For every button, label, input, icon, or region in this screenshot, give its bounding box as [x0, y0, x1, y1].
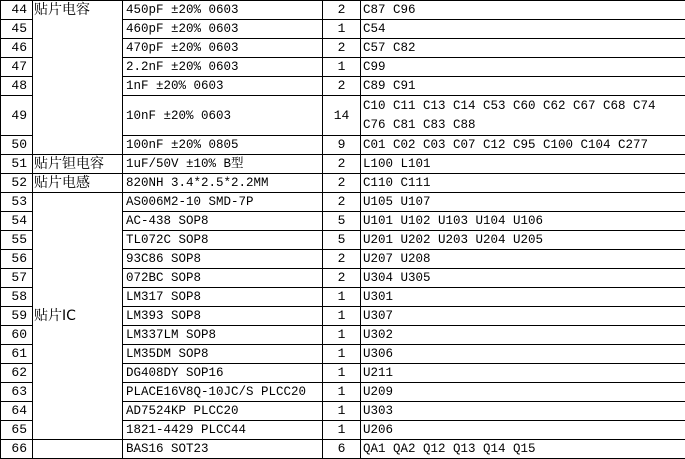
designator-cell: U211: [361, 364, 685, 383]
qty-cell: 2: [323, 39, 361, 58]
spec-cell: 93C86 SOP8: [123, 250, 323, 269]
qty-cell: 5: [323, 231, 361, 250]
row-number: 47: [1, 58, 33, 77]
qty-cell: 5: [323, 212, 361, 231]
qty-cell: 9: [323, 136, 361, 155]
row-number: 45: [1, 20, 33, 39]
qty-cell: 2: [323, 155, 361, 174]
table-row: [1, 155, 685, 174]
spec-cell: 2.2nF ±20% 0603: [123, 58, 323, 77]
row-number: 49: [1, 96, 33, 136]
qty-cell: 2: [323, 250, 361, 269]
category-cell: 贴片电容: [33, 1, 123, 155]
table-row: [1, 440, 685, 459]
row-number: 55: [1, 231, 33, 250]
qty-cell: 14: [323, 96, 361, 136]
designator-cell: U304 U305: [361, 269, 685, 288]
qty-cell: 1: [323, 402, 361, 421]
table-row: [1, 174, 685, 193]
category-cell: 贴片电感: [33, 174, 123, 193]
row-number: 60: [1, 326, 33, 345]
row-number: 51: [1, 155, 33, 174]
spec-cell: 820NH 3.4*2.5*2.2MM: [123, 174, 323, 193]
spec-cell: 460pF ±20% 0603: [123, 20, 323, 39]
spec-cell: AS006M2-10 SMD-7P: [123, 193, 323, 212]
qty-cell: 6: [323, 440, 361, 459]
spec-cell: 1uF/50V ±10% B型: [123, 155, 323, 174]
designator-cell: U101 U102 U103 U104 U106: [361, 212, 685, 231]
designator-cell: C89 C91: [361, 77, 685, 96]
designator-cell: U303: [361, 402, 685, 421]
row-number: 56: [1, 250, 33, 269]
qty-cell: 1: [323, 58, 361, 77]
table-row: [1, 193, 685, 212]
spec-cell: 10nF ±20% 0603: [123, 96, 323, 136]
designator-cell: C54: [361, 20, 685, 39]
category-cell: [33, 440, 123, 459]
designator-cell: C87 C96: [361, 1, 685, 20]
designator-cell: C10 C11 C13 C14 C53 C60 C62 C67 C68 C74 C76 C81 C83 C88: [361, 96, 685, 136]
qty-cell: 1: [323, 383, 361, 402]
row-number: 50: [1, 136, 33, 155]
row-number: 62: [1, 364, 33, 383]
qty-cell: 2: [323, 77, 361, 96]
spec-cell: PLACE16V8Q-10JC/S PLCC20: [123, 383, 323, 402]
qty-cell: 1: [323, 20, 361, 39]
qty-cell: 1: [323, 326, 361, 345]
qty-cell: 1: [323, 307, 361, 326]
designator-cell: U307: [361, 307, 685, 326]
spec-cell: TL072C SOP8: [123, 231, 323, 250]
row-number: 52: [1, 174, 33, 193]
row-number: 48: [1, 77, 33, 96]
qty-cell: 1: [323, 421, 361, 440]
spec-cell: 450pF ±20% 0603: [123, 1, 323, 20]
designator-cell: U302: [361, 326, 685, 345]
qty-cell: 1: [323, 345, 361, 364]
row-number: 65: [1, 421, 33, 440]
category-cell: 贴片钽电容: [33, 155, 123, 174]
row-number: 44: [1, 1, 33, 20]
row-number: 53: [1, 193, 33, 212]
spec-cell: LM317 SOP8: [123, 288, 323, 307]
row-number: 61: [1, 345, 33, 364]
designator-cell: U206: [361, 421, 685, 440]
spec-cell: AD7524KP PLCC20: [123, 402, 323, 421]
row-number: 54: [1, 212, 33, 231]
spec-cell: 1821-4429 PLCC44: [123, 421, 323, 440]
spec-cell: LM393 SOP8: [123, 307, 323, 326]
qty-cell: 2: [323, 193, 361, 212]
spec-cell: 072BC SOP8: [123, 269, 323, 288]
row-number: 64: [1, 402, 33, 421]
designator-cell: U306: [361, 345, 685, 364]
row-number: 66: [1, 440, 33, 459]
spec-cell: BAS16 SOT23: [123, 440, 323, 459]
designator-cell: U301: [361, 288, 685, 307]
spec-cell: LM337LM SOP8: [123, 326, 323, 345]
qty-cell: 1: [323, 288, 361, 307]
spec-cell: 470pF ±20% 0603: [123, 39, 323, 58]
spec-cell: LM35DM SOP8: [123, 345, 323, 364]
category-cell: 贴片IC: [33, 193, 123, 440]
spec-cell: AC-438 SOP8: [123, 212, 323, 231]
designator-cell: L100 L101: [361, 155, 685, 174]
designator-cell: QA1 QA2 Q12 Q13 Q14 Q15: [361, 440, 685, 459]
qty-cell: 2: [323, 174, 361, 193]
row-number: 63: [1, 383, 33, 402]
designator-cell: U201 U202 U203 U204 U205: [361, 231, 685, 250]
row-number: 59: [1, 307, 33, 326]
designator-cell: U207 U208: [361, 250, 685, 269]
designator-cell: C110 C111: [361, 174, 685, 193]
spec-cell: DG408DY SOP16: [123, 364, 323, 383]
designator-cell: C99: [361, 58, 685, 77]
row-number: 46: [1, 39, 33, 58]
designator-cell: U209: [361, 383, 685, 402]
qty-cell: 2: [323, 269, 361, 288]
table-row: [1, 1, 685, 20]
qty-cell: 1: [323, 364, 361, 383]
spec-cell: 100nF ±20% 0805: [123, 136, 323, 155]
designator-cell: C57 C82: [361, 39, 685, 58]
qty-cell: 2: [323, 1, 361, 20]
spec-cell: 1nF ±20% 0603: [123, 77, 323, 96]
designator-cell: C01 C02 C03 C07 C12 C95 C100 C104 C277: [361, 136, 685, 155]
row-number: 57: [1, 269, 33, 288]
designator-cell: U105 U107: [361, 193, 685, 212]
row-number: 58: [1, 288, 33, 307]
